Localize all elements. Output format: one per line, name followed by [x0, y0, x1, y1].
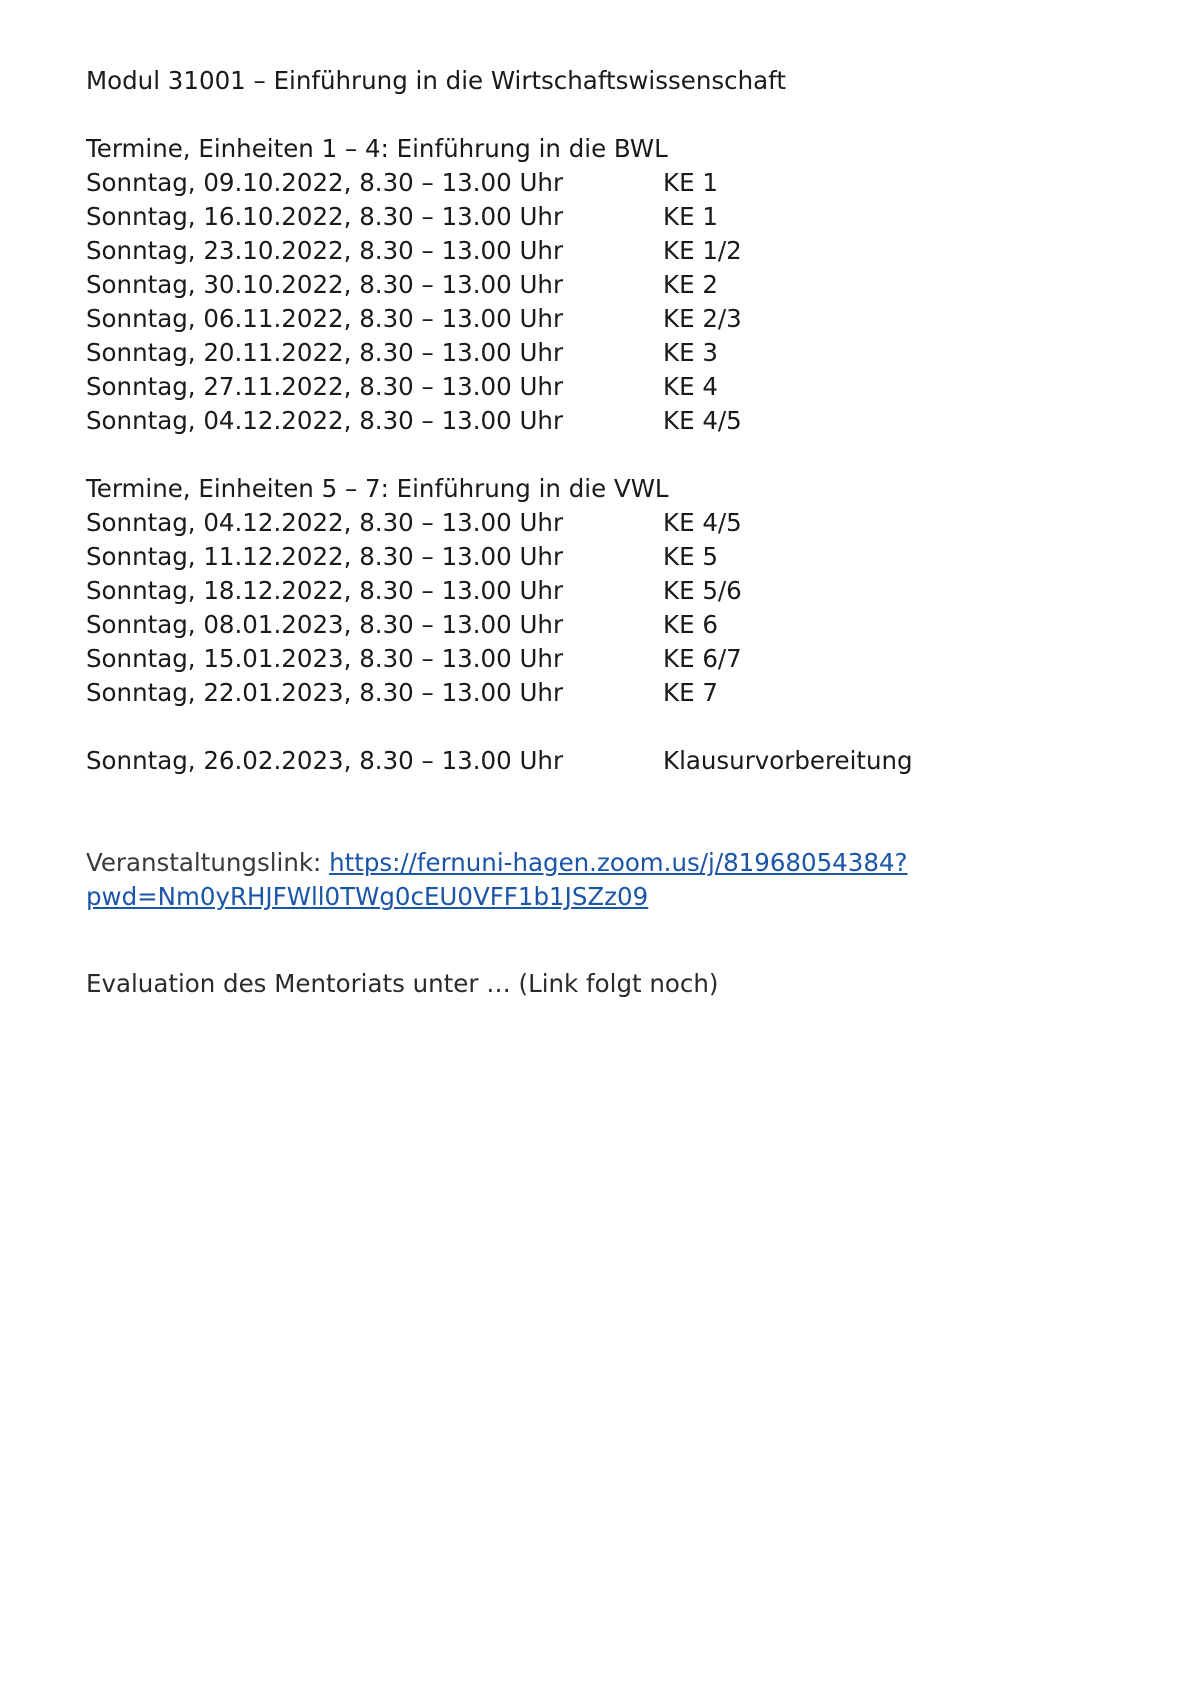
schedule-unit: KE 4/5 — [663, 508, 742, 537]
event-link-line-2 — [86, 880, 1146, 914]
schedule-date: Sonntag, 09.10.2022, 8.30 – 13.00 Uhr — [86, 168, 564, 197]
event-link-url-part1[interactable]: https://fernuni-hagen.zoom.us/j/81968054384? — [329, 848, 908, 877]
schedule-unit: KE 5 — [663, 542, 718, 571]
schedule-row — [86, 234, 1146, 268]
schedule-row — [86, 642, 1146, 676]
schedule-unit: KE 4/5 — [663, 406, 742, 435]
schedule-unit: KE 7 — [663, 678, 718, 707]
schedule-date: Sonntag, 08.01.2023, 8.30 – 13.00 Uhr — [86, 610, 564, 639]
schedule-unit: KE 2/3 — [663, 304, 742, 333]
schedule-unit: KE 2 — [663, 270, 718, 299]
schedule-row — [86, 268, 1146, 302]
schedule-date: Sonntag, 20.11.2022, 8.30 – 13.00 Uhr — [86, 338, 564, 367]
section-heading-bwl: Termine, Einheiten 1 – 4: Einführung in die BWL — [86, 134, 668, 163]
schedule-row — [86, 336, 1146, 370]
schedule-unit: KE 5/6 — [663, 576, 742, 605]
schedule-row — [86, 302, 1146, 336]
schedule-date: Sonntag, 11.12.2022, 8.30 – 13.00 Uhr — [86, 542, 564, 571]
schedule-row — [86, 370, 1146, 404]
schedule-row — [86, 506, 1146, 540]
schedule-date: Sonntag, 04.12.2022, 8.30 – 13.00 Uhr — [86, 406, 564, 435]
schedule-date: Sonntag, 18.12.2022, 8.30 – 13.00 Uhr — [86, 576, 564, 605]
schedule-date: Sonntag, 06.11.2022, 8.30 – 13.00 Uhr — [86, 304, 564, 333]
schedule-date: Sonntag, 27.11.2022, 8.30 – 13.00 Uhr — [86, 372, 564, 401]
schedule-row — [86, 676, 1146, 710]
exam-prep-row — [86, 744, 1146, 778]
schedule-date: Sonntag, 23.10.2022, 8.30 – 13.00 Uhr — [86, 236, 564, 265]
exam-prep-date: Sonntag, 26.02.2023, 8.30 – 13.00 Uhr — [86, 746, 564, 775]
schedule-date: Sonntag, 22.01.2023, 8.30 – 13.00 Uhr — [86, 678, 564, 707]
schedule-row — [86, 200, 1146, 234]
schedule-row — [86, 574, 1146, 608]
schedule-unit: KE 6/7 — [663, 644, 742, 673]
exam-prep-label: Klausurvorbereitung — [663, 746, 913, 775]
document-title: Modul 31001 – Einführung in die Wirtschaftswissenschaft — [86, 66, 786, 95]
schedule-date: Sonntag, 16.10.2022, 8.30 – 13.00 Uhr — [86, 202, 564, 231]
schedule-unit: KE 3 — [663, 338, 718, 367]
schedule-row — [86, 404, 1146, 438]
document-page — [86, 64, 1146, 1001]
spacer — [86, 710, 1146, 744]
schedule-date: Sonntag, 15.01.2023, 8.30 – 13.00 Uhr — [86, 644, 564, 673]
schedule-row — [86, 540, 1146, 574]
schedule-unit: KE 1/2 — [663, 236, 742, 265]
event-link-label: Veranstaltungslink: — [86, 848, 330, 877]
spacer — [86, 98, 1146, 132]
schedule-date: Sonntag, 30.10.2022, 8.30 – 13.00 Uhr — [86, 270, 564, 299]
event-link-url-part2[interactable]: pwd=Nm0yRHJFWll0TWg0cEU0VFF1b1JSZz09 — [86, 882, 649, 911]
schedule-unit: KE 1 — [663, 168, 718, 197]
spacer — [86, 778, 1146, 846]
schedule-unit: KE 1 — [663, 202, 718, 231]
schedule-unit: KE 6 — [663, 610, 718, 639]
schedule-unit: KE 4 — [663, 372, 718, 401]
section-heading-vwl: Termine, Einheiten 5 – 7: Einführung in die VWL — [86, 474, 669, 503]
spacer — [86, 914, 1146, 967]
spacer — [86, 438, 1146, 472]
evaluation-note: Evaluation des Mentoriats unter … (Link folgt noch) — [86, 969, 719, 998]
schedule-date: Sonntag, 04.12.2022, 8.30 – 13.00 Uhr — [86, 508, 564, 537]
schedule-row — [86, 608, 1146, 642]
schedule-row — [86, 166, 1146, 200]
event-link-line — [86, 846, 1146, 880]
